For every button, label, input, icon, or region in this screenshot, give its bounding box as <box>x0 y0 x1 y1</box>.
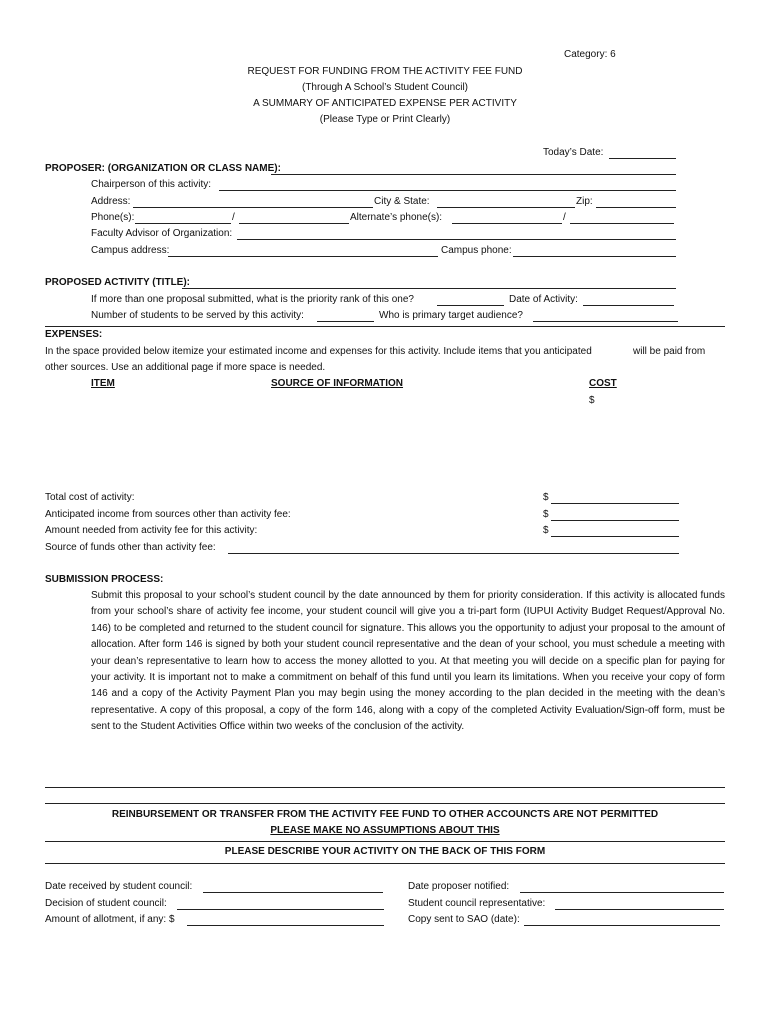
organization-name-field[interactable] <box>271 174 676 175</box>
alt-phone1-field[interactable] <box>452 223 562 224</box>
notice-divider-top2 <box>45 803 725 804</box>
activity-heading: PROPOSED ACTIVITY (TITLE): <box>45 277 191 288</box>
amount-allotment-field[interactable] <box>187 925 384 926</box>
column-source-header: SOURCE OF INFORMATION <box>271 378 404 389</box>
anticipated-income-dollar: $ <box>543 509 549 520</box>
alt-phone2-field[interactable] <box>570 223 674 224</box>
decision-field[interactable] <box>177 909 384 910</box>
council-rep-field[interactable] <box>555 909 724 910</box>
amount-needed-label: Amount needed from activity fee for this activity: <box>45 525 258 536</box>
target-audience-field[interactable] <box>533 321 678 322</box>
total-cost-field[interactable] <box>551 503 679 504</box>
notice-no-assumptions: PLEASE MAKE NO ASSUMPTIONS ABOUT THIS <box>270 825 500 836</box>
source-other-field[interactable] <box>228 553 679 554</box>
copy-sao-label: Copy sent to SAO (date): <box>408 914 520 925</box>
section-divider <box>45 326 725 327</box>
phone1-field[interactable] <box>135 223 231 224</box>
todays-date-field[interactable] <box>609 158 676 159</box>
form-title: REQUEST FOR FUNDING FROM THE ACTIVITY FEE FUND <box>247 66 523 77</box>
anticipated-income-field[interactable] <box>551 520 679 521</box>
column-cost-header: COST <box>589 378 617 389</box>
alt-phones-label: Alternate’s phone(s): <box>350 212 443 223</box>
todays-date-label: Today’s Date: <box>543 147 604 158</box>
phone2-field[interactable] <box>239 223 349 224</box>
date-received-label: Date received by student council: <box>45 881 193 892</box>
phones-label: Phone(s): <box>91 212 135 223</box>
notice-describe-activity: PLEASE DESCRIBE YOUR ACTIVITY ON THE BACK OF THIS FORM <box>224 846 546 857</box>
activity-title-field[interactable] <box>182 288 676 289</box>
expense-items-area[interactable] <box>45 410 725 490</box>
chairperson-field[interactable] <box>219 190 676 191</box>
address-field[interactable] <box>133 207 373 208</box>
source-other-label: Source of funds other than activity fee: <box>45 542 216 553</box>
date-received-field[interactable] <box>203 892 383 893</box>
num-students-field[interactable] <box>317 321 374 322</box>
submission-body: Submit this proposal to your school’s student council by the date announced by them for priority consideration. If this activity is allocated funds from your school’s share of activity fee income, your student council will give you a tri-part form (IUPUI Activity Budget Request/Approval No. 146) to be completed and returned to the student council for signature. This allows you the opportunity to adjust your proposal to the amount of allocation. After form 146 is signed by both your student council representative and the dean of your school, you must schedule a meeting with your dean’s representative to learn how to access the money allotted to you. At that meeting you will decide on a specific plan for paying for your activity. It is important not to make a commitment on behalf of this fund until you learn its limitations. When you receive your copy of form 146 and a copy of the Activity Payment Plan you may begin using the money according to the plan decided in the meeting with the dean’s representative. A copy of this proposal, a copy of the form 146, along with a copy of the completed Activity Evaluation/Sign-off form, must be sent to the Student Activities Office within two weeks of the conclusion of the activity. <box>91 590 725 733</box>
campus-address-label: Campus address: <box>91 245 170 256</box>
chairperson-label: Chairperson of this activity: <box>91 179 212 190</box>
advisor-field[interactable] <box>237 239 676 240</box>
submission-heading: SUBMISSION PROCESS: <box>45 574 164 585</box>
council-rep-label: Student council representative: <box>408 898 546 909</box>
date-notified-label: Date proposer notified: <box>408 881 510 892</box>
notice-no-transfer: REINBURSEMENT OR TRANSFER FROM THE ACTIVITY FEE FUND TO OTHER ACCOUNCTS ARE NOT PERMITTED <box>111 809 659 820</box>
expenses-heading: EXPENSES: <box>45 329 103 340</box>
total-cost-dollar: $ <box>543 492 549 503</box>
notice-divider-top <box>45 787 725 788</box>
column-item-header: ITEM <box>91 378 115 389</box>
amount-needed-dollar: $ <box>543 525 549 536</box>
anticipated-income-label: Anticipated income from sources other than activity fee: <box>45 509 291 520</box>
priority-field[interactable] <box>437 305 504 306</box>
form-subtitle: (Through A School’s Student Council) <box>301 82 469 93</box>
alt-phone-slash: / <box>563 212 566 223</box>
zip-field[interactable] <box>596 207 676 208</box>
date-of-activity-label: Date of Activity: <box>509 294 578 305</box>
date-of-activity-field[interactable] <box>583 305 674 306</box>
priority-label: If more than one proposal submitted, what is the priority rank of this one? <box>91 294 414 305</box>
expenses-intro-line2: other sources. Use an additional page if more space is needed. <box>45 362 326 373</box>
target-audience-label: Who is primary target audience? <box>379 310 523 321</box>
total-cost-label: Total cost of activity: <box>45 492 135 503</box>
city-state-field[interactable] <box>437 207 575 208</box>
advisor-label: Faculty Advisor of Organization: <box>91 228 233 239</box>
campus-phone-field[interactable] <box>513 256 676 257</box>
address-label: Address: <box>91 196 131 207</box>
city-state-label: City & State: <box>374 196 430 207</box>
notice-divider-mid <box>45 841 725 842</box>
form-summary-title: A SUMMARY OF ANTICIPATED EXPENSE PER ACTIVITY <box>253 98 517 109</box>
category-label: Category: 6 <box>564 49 616 60</box>
amount-needed-field[interactable] <box>551 536 679 537</box>
date-notified-field[interactable] <box>520 892 724 893</box>
copy-sao-field[interactable] <box>524 925 720 926</box>
num-students-label: Number of students to be served by this activity: <box>91 310 304 321</box>
campus-address-field[interactable] <box>168 256 438 257</box>
campus-phone-label: Campus phone: <box>441 245 512 256</box>
expenses-intro-line1: In the space provided below itemize your estimated income and expenses for this activity. Include items that you anticipated <box>45 346 592 357</box>
zip-label: Zip: <box>576 196 593 207</box>
proposer-heading: PROPOSER: (ORGANIZATION OR CLASS NAME): <box>45 163 281 174</box>
phone-slash: / <box>232 212 235 223</box>
decision-label: Decision of student council: <box>45 898 167 909</box>
form-instruction: (Please Type or Print Clearly) <box>319 114 451 125</box>
cost-dollar-sign: $ <box>589 395 595 406</box>
amount-allotment-label: Amount of allotment, if any: $ <box>45 914 175 925</box>
notice-divider-bottom <box>45 863 725 864</box>
expenses-intro-line1-end: will be paid from <box>633 346 706 357</box>
